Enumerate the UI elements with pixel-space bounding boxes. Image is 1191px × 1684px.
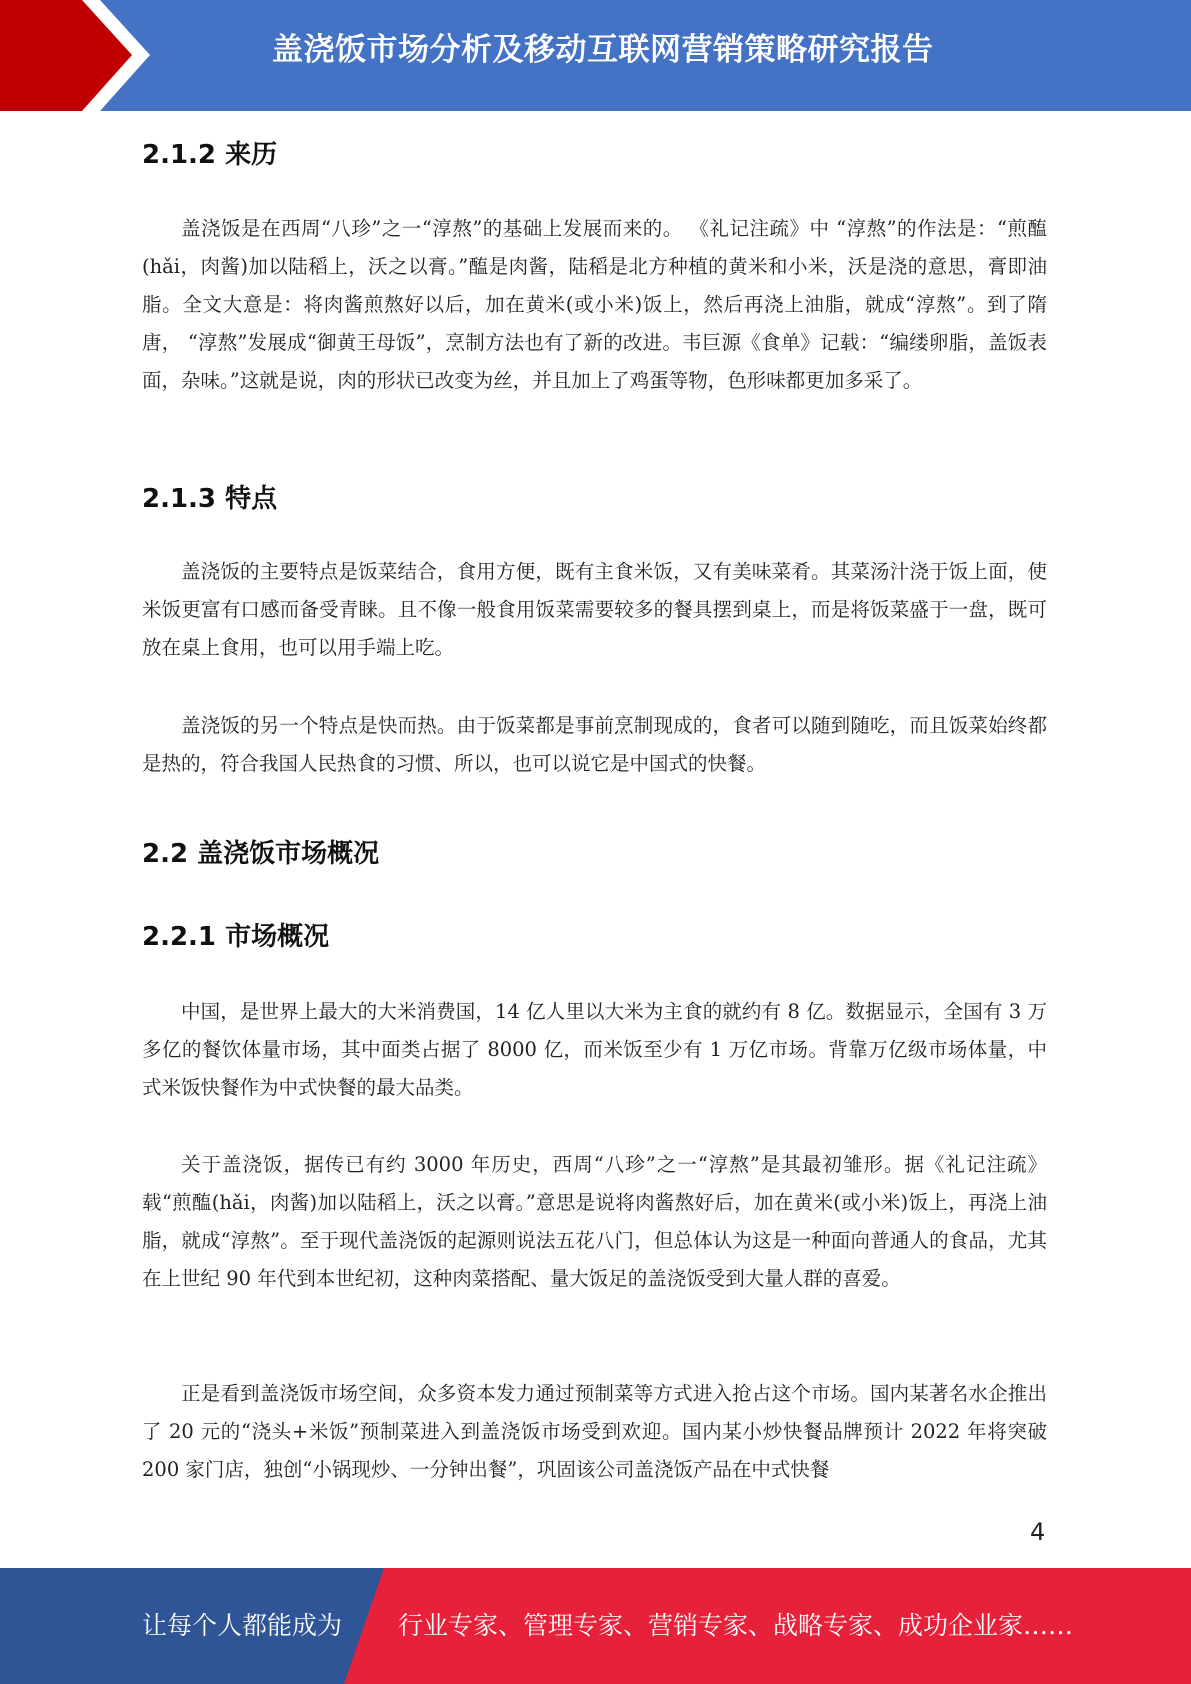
- section-heading-2-1-3: 2.1.3 特点: [142, 484, 278, 514]
- report-title: 盖浇饭市场分析及移动互联网营销策略研究报告: [272, 32, 934, 68]
- section-heading-2-2-1: 2.2.1 市场概况: [142, 922, 330, 952]
- paragraph: 盖浇饭是在西周“八珍”之一“淳熬”的基础上发展而来的。 《礼记注疏》中 “淳熬”的作法是：“煎醢(hǎi，肉酱)加以陆稻上，沃之以膏。”醢是肉酱，陆稻是北方种植的黄米和小米，沃是浇的意思，膏即油脂。全文大意是：将肉酱煎熬好以后，加在黄米(或小米)饭上，然后再浇上油脂，就成“淳熬”。到了隋唐， “淳熬”发展成“御黄王母饭”，烹制方法也有了新的改进。韦巨源《食单》记载：“编缕卵脂，盖饭表面，杂味。”这就是说，肉的形状已改变为丝，并且加上了鸡蛋等物，色形味都更加多采了。: [142, 217, 1047, 392]
- section-heading-2-2: 2.2 盖浇饭市场概况: [142, 839, 380, 869]
- paragraph: 盖浇饭的另一个特点是快而热。由于饭菜都是事前烹制现成的，食者可以随到随吃，而且饭菜始终都是热的，符合我国人民热食的习惯、所以，也可以说它是中国式的快餐。: [142, 714, 1047, 775]
- page-number: 4: [1030, 1518, 1046, 1546]
- section-heading-2-1-2: 2.1.2 来历: [142, 140, 278, 170]
- footer-slogan-left: 让每个人都能成为: [142, 1611, 343, 1640]
- paragraph: 正是看到盖浇饭市场空间，众多资本发力通过预制菜等方式进入抢占这个市场。国内某著名水企推出了 20 元的“浇头+米饭”预制菜进入到盖浇饭市场受到欢迎。国内某小炒快餐品牌预计 2022 年将突破 200 家门店，独创“小锅现炒、一分钟出餐”，巩固该公司盖浇饭产品在中式快餐: [142, 1382, 1047, 1481]
- footer-slogan-right: 行业专家、管理专家、营销专家、战略专家、成功企业家……: [398, 1611, 1074, 1640]
- paragraph: 盖浇饭的主要特点是饭菜结合，食用方便，既有主食米饭，又有美味菜肴。其菜汤汁浇于饭上面，使米饭更富有口感而备受青睐。且不像一般食用饭菜需要较多的餐具摆到桌上，而是将饭菜盛于一盘，既可放在桌上食用，也可以用手端上吃。: [142, 560, 1047, 659]
- paragraph: 关于盖浇饭，据传已有约 3000 年历史，西周“八珍”之一“淳熬”是其最初雏形。据《礼记注疏》载“煎醢(hǎi，肉酱)加以陆稻上，沃之以膏。”意思是说将肉酱熬好后，加在黄米(或小米)饭上，再浇上油脂，就成“淳熬”。至于现代盖浇饭的起源则说法五花八门，但总体认为这是一种面向普通人的食品，尤其在上世纪 90 年代到本世纪初，这种肉菜搭配、量大饭足的盖浇饭受到大量人群的喜爱。: [142, 1153, 1047, 1290]
- page-header: [0, 0, 1191, 111]
- paragraph: 中国，是世界上最大的大米消费国，14 亿人里以大米为主食的就约有 8 亿。数据显示，全国有 3 万多亿的餐饮体量市场，其中面类占据了 8000 亿，而米饭至少有 1 万亿市场。背靠万亿级市场体量，中式米饭快餐作为中式快餐的最大品类。: [142, 1000, 1047, 1099]
- page-footer: [0, 1568, 1191, 1684]
